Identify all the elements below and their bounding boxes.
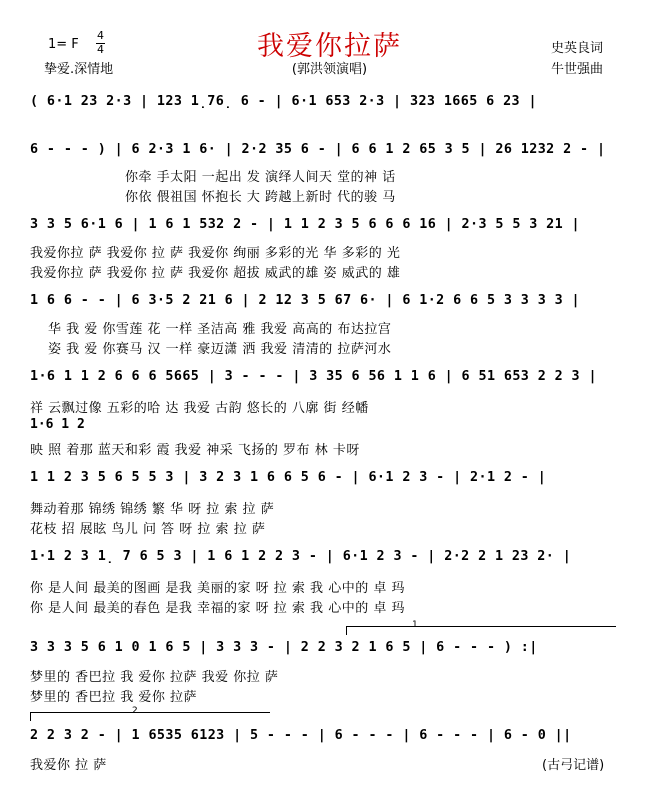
composer: 牛世强曲: [551, 62, 604, 77]
time-signature-top: 4: [97, 29, 104, 42]
song-title: 我爱你拉萨: [257, 31, 402, 62]
notation-line-7: 1·1 2 3 1̣ 7 6 5 3 | 1 6 1 2 2 3 - | 6·1 2 3 - | 2·2 2 1 23 2· |: [30, 549, 572, 564]
lyric-line-6a: 舞动着那 锦绣 锦绣 繁 华 呀 拉 索 拉 萨: [30, 502, 275, 517]
first-ending-number: 1: [412, 620, 418, 630]
lyric-line-7a: 你 是人间 最美的图画 是我 美丽的家 呀 拉 索 我 心中的 卓 玛: [30, 581, 405, 596]
lyric-line-9: 我爱你 拉 萨: [30, 758, 107, 773]
first-ending-bracket: [346, 626, 616, 627]
lyric-line-5b: 映 照 着那 蓝天和彩 霞 我爱 神采 飞扬的 罗布 林 卡呀: [30, 443, 360, 458]
lyric-line-2a: 你牵 手太阳 一起出 发 演绎人间天 堂的神 话: [125, 170, 396, 185]
lyric-line-5a: 祥 云飘过像 五彩的哈 达 我爱 古韵 悠长的 八廓 街 经幡: [30, 401, 369, 416]
lyric-line-8b: 梦里的 香巴拉 我 爱你 拉萨: [30, 690, 198, 705]
notation-line-3: 3 3 5 6·1 6 | 1 6 1 532 2 - | 1 1 2 3 5 6 6 6 16 | 2·3 5 5 3 21 |: [30, 217, 581, 232]
lyric-line-6b: 花枝 招 展眩 鸟儿 问 答 呀 拉 索 拉 萨: [30, 522, 266, 537]
lyric-line-4b: 姿 我 爱 你赛马 汉 一样 豪迈潇 洒 我爱 清清的 拉萨河水: [48, 342, 392, 357]
transcriber-credit: (古弓记谱): [542, 758, 605, 773]
notation-line-1: ( 6·1 23 2·3 | 123 1̣76̣ 6 - | 6·1 653 2·3 | 323 1665 6 23 |: [30, 94, 537, 109]
tempo-mood: 挚爱.深情地: [44, 62, 114, 77]
time-signature-bottom: 4: [97, 43, 104, 56]
lyric-line-8a: 梦里的 香巴拉 我 爱你 拉萨 我爱 你拉 萨: [30, 670, 279, 685]
notation-line-9: 2 2 3 2 - | 1 6535 6123 | 5 - - - | 6 - - - | 6 - - - | 6 - 0 ||: [30, 728, 572, 743]
lyric-line-3b: 我爱你拉 萨 我爱你 拉 萨 我爱你 超拔 威武的雄 姿 威武的 雄: [30, 266, 401, 281]
first-ending-mark: [346, 626, 347, 635]
alternate-notes: 1·6 1 2: [30, 417, 85, 432]
lyricist: 史英良词: [551, 41, 604, 56]
lyric-line-3a: 我爱你拉 萨 我爱你 拉 萨 我爱你 绚丽 多彩的光 华 多彩的 光: [30, 246, 401, 261]
notation-line-2: 6 - - - ) | 6 2·3 1 6· | 2·2 35 6 - | 6 6 1 2 65 3 5 | 26 1232 2 - |: [30, 142, 606, 157]
notation-line-8: 3 3 3 5 6 1 0 1 6 5 | 3 3 3 - | 2 2 3 2 1 6 5 | 6 - - - ) :|: [30, 640, 538, 655]
second-ending-number: 2: [132, 706, 138, 716]
singer: (郭洪领演唱): [291, 62, 368, 77]
lyric-line-4a: 华 我 爱 你雪莲 花 一样 圣洁高 雅 我爱 高高的 布达拉宫: [48, 322, 392, 337]
second-ending-bracket: [30, 712, 270, 713]
lyric-line-2b: 你依 偎祖国 怀抱长 大 跨越上新时 代的骏 马: [125, 190, 396, 205]
notation-line-4: 1 6 6 - - | 6 3·5 2 21 6 | 2 12 3 5 67 6· | 6 1·2 6 6 5 3 3 3 3 |: [30, 293, 581, 308]
notation-line-5: 1·6 1 1 2 6 6 6 5665 | 3 - - - | 3 35 6 56 1 1 6 | 6 51 653 2 2 3 |: [30, 369, 597, 384]
lyric-line-7b: 你 是人间 最美的春色 是我 幸福的家 呀 拉 索 我 心中的 卓 玛: [30, 601, 405, 616]
key-signature: 1= F: [48, 37, 79, 52]
second-ending-mark: [30, 712, 31, 721]
notation-line-6: 1 1 2 3 5 6 5 5 3 | 3 2 3 1 6 6 5 6 - | 6·1 2 3 - | 2·1 2 - |: [30, 470, 547, 485]
